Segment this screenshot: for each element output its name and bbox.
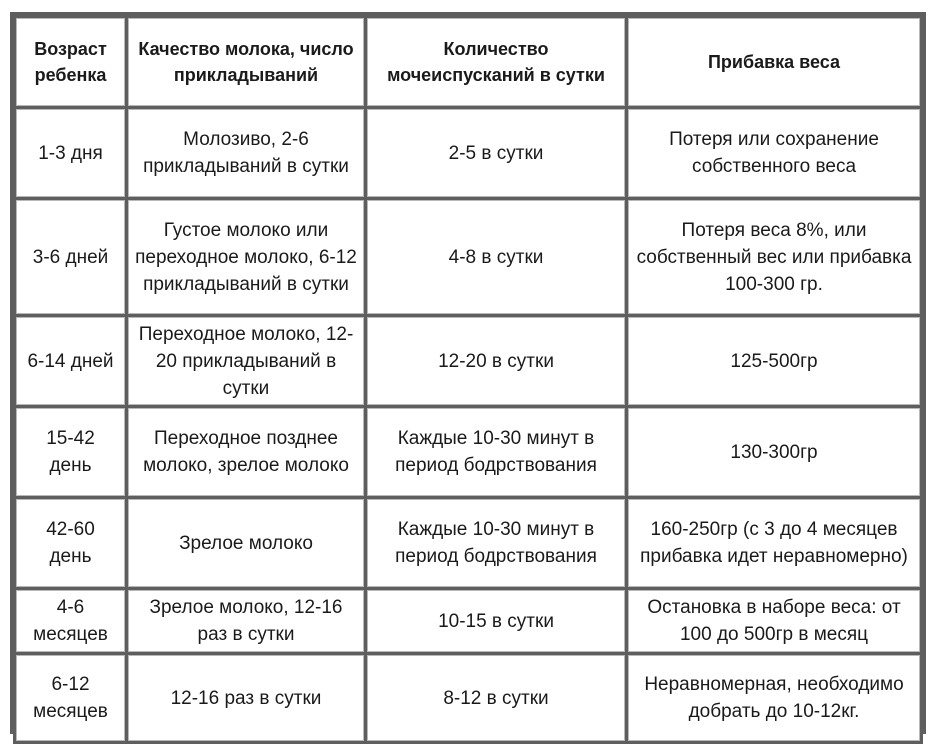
table-row — [16, 655, 920, 741]
cell-urination: 2-5 в сутки — [367, 109, 625, 197]
table-row — [16, 408, 920, 496]
table-row — [16, 109, 920, 197]
cell-milk: Переходное позднее молоко, зрелое молоко — [128, 408, 364, 496]
cell-weight: Неравномерная, необходимо добрать до 10-12кг. — [628, 655, 920, 741]
cell-age: 42-60 день — [16, 499, 125, 587]
cell-milk: Переходное молоко, 12-20 прикладываний в сутки — [128, 317, 364, 405]
cell-urination: 8-12 в сутки — [367, 655, 625, 741]
cell-age: 15-42 день — [16, 408, 125, 496]
cell-urination: 10-15 в сутки — [367, 590, 625, 652]
table-row — [16, 317, 920, 405]
table-row — [16, 200, 920, 314]
cell-milk: Зрелое молоко, 12-16 раз в сутки — [128, 590, 364, 652]
cell-urination: 4-8 в сутки — [367, 200, 625, 314]
cell-urination: Каждые 10-30 минут в период бодрствования — [367, 499, 625, 587]
cell-weight: 125-500гр — [628, 317, 920, 405]
header-row — [16, 18, 920, 106]
cell-weight: 160-250гр (с 3 до 4 месяцев прибавка идет неравномерно) — [628, 499, 920, 587]
table-row — [16, 590, 920, 652]
cell-age: 6-12 месяцев — [16, 655, 125, 741]
header-urination: Количество мочеиспусканий в сутки — [367, 18, 625, 106]
cell-weight: Остановка в наборе веса: от 100 до 500гр в месяц — [628, 590, 920, 652]
table-row — [16, 499, 920, 587]
cell-urination: 12-20 в сутки — [367, 317, 625, 405]
cell-weight: Потеря или сохранение собственного веса — [628, 109, 920, 197]
header-age: Возраст ребенка — [16, 18, 125, 106]
cell-age: 6-14 дней — [16, 317, 125, 405]
header-milk: Качество молока, число прикладываний — [128, 18, 364, 106]
cell-weight: Потеря веса 8%, или собственный вес или прибавка 100-300 гр. — [628, 200, 920, 314]
feeding-table — [13, 15, 923, 744]
cell-age: 4-6 месяцев — [16, 590, 125, 652]
cell-age: 3-6 дней — [16, 200, 125, 314]
cell-milk: 12-16 раз в сутки — [128, 655, 364, 741]
table-frame — [10, 12, 926, 734]
header-weight: Прибавка веса — [628, 18, 920, 106]
cell-age: 1-3 дня — [16, 109, 125, 197]
cell-milk: Молозиво, 2-6 прикладываний в сутки — [128, 109, 364, 197]
cell-urination: Каждые 10-30 минут в период бодрствования — [367, 408, 625, 496]
cell-weight: 130-300гр — [628, 408, 920, 496]
cell-milk: Зрелое молоко — [128, 499, 364, 587]
cell-milk: Густое молоко или переходное молоко, 6-12 прикладываний в сутки — [128, 200, 364, 314]
